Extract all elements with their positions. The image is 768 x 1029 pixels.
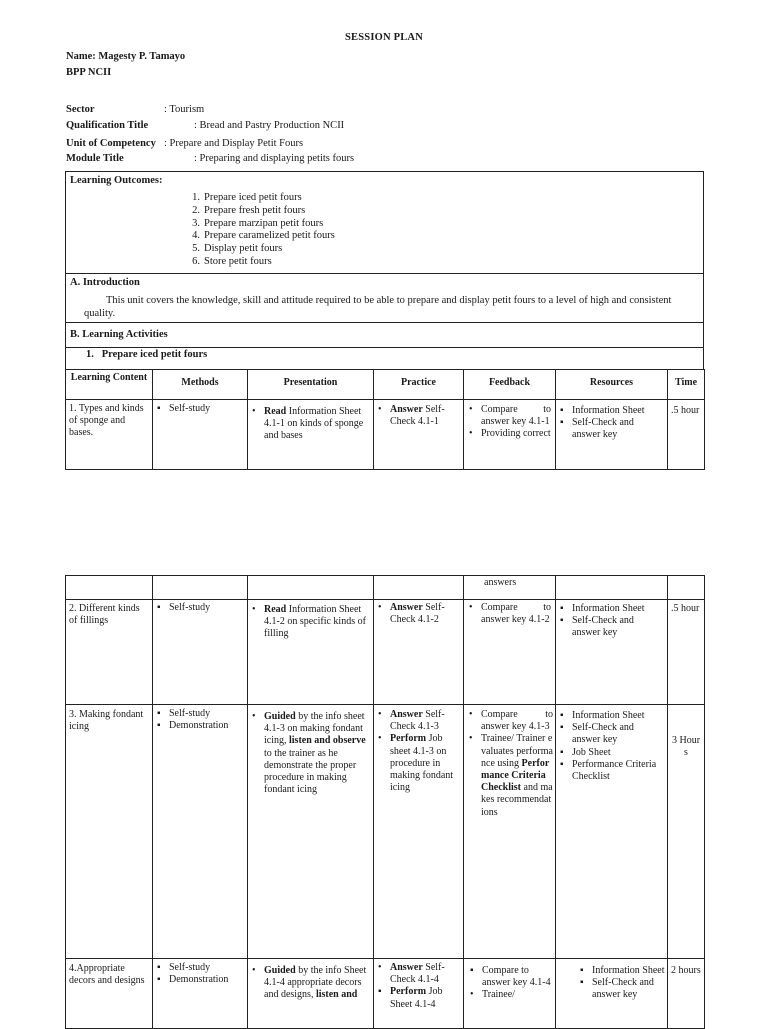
introduction-text-cont: quality. (84, 308, 116, 319)
cont-feedback: answers (484, 577, 517, 588)
col-header-content: Learning Content (70, 372, 148, 383)
list-item: 3. Prepare marzipan petit fours (192, 217, 324, 229)
row2-resources: ▪ Information Sheet ▪ Self-Check and answer key (560, 603, 664, 640)
row1-resources: ▪ Information Sheet ▪ Self-Check and answer key (560, 405, 664, 442)
row1-time: .5 hour (671, 405, 700, 416)
col-header-feedback: Feedback (488, 377, 531, 388)
row2-presentation: • Read Information Sheet 4.1-2 on specific kinds of filling (252, 604, 370, 641)
learning-activities-heading: B. Learning Activities (70, 329, 168, 340)
row2-content: 2. Different kinds of fillings (69, 603, 140, 627)
learning-outcomes-list (184, 192, 335, 269)
session-table-page2 (65, 575, 705, 1029)
row4-practice: • Answer Self-Check 4.1-4 ▪ Perform Job Sheet 4.1-4 (378, 962, 462, 1011)
row3-presentation: • Guided by the info sheet 4.1-3 on making fondant icing, listen and observe to the trainer as he demonstrate the proper procedure in making fondant icing (252, 711, 370, 796)
col-header-practice: Practice (401, 377, 436, 388)
unit-value: : Prepare and Display Petit Fours (164, 138, 304, 149)
sector-label: Sector (66, 104, 95, 115)
document-title: SESSION PLAN (345, 32, 423, 43)
row4-presentation: • Guided by the info Sheet 4.1-4 appropriate decors and designs, listen and (252, 965, 370, 1002)
row3-methods: ▪ Self-study ▪ Demonstration (157, 708, 245, 732)
activity-title: 1. Prepare iced petit fours (86, 349, 208, 360)
trainer-name: Name: Magesty P. Tamayo (66, 51, 186, 62)
col-header-time: Time (674, 377, 698, 388)
row4-feedback: ▪ Compare to answer key 4.1-4 • Trainee/ (470, 965, 554, 1002)
sector-value: : Tourism (164, 104, 205, 115)
module-label: Module Title (66, 153, 124, 164)
row3-resources: ▪ Information Sheet ▪ Self-Check and answer key ▪ Job Sheet ▪ Performance Criteria Checklist (560, 710, 664, 783)
row1-methods: ▪ Self-study (157, 403, 245, 415)
course-name: BPP NCII (66, 67, 112, 78)
row2-practice: • Answer Self-Check 4.1-2 (378, 602, 462, 626)
row3-content: 3. Making fondant icing (69, 709, 144, 733)
qualification-label: Qualification Title (66, 120, 149, 131)
row2-methods: ▪ Self-study (157, 602, 245, 614)
learning-outcomes-heading: Learning Outcomes: (70, 175, 163, 186)
row1-presentation: • Read Information Sheet 4.1-1 on kinds of sponge and bases (252, 406, 370, 443)
introduction-heading: A. Introduction (70, 277, 140, 288)
list-item: 5. Display petit fours (192, 243, 283, 255)
row2-time: .5 hour (671, 603, 700, 614)
list-item: 6. Store petit fours (192, 255, 272, 267)
row1-practice: • Answer Self-Check 4.1-1 (378, 404, 462, 428)
unit-label: Unit of Competency (66, 138, 156, 149)
row2-feedback: • Compare to answer key 4.1-2 (469, 602, 551, 626)
row4-time: 2 hours (671, 965, 701, 976)
col-header-presentation: Presentation (283, 377, 338, 388)
row3-practice: • Answer Self-Check 4.1-3 • Perform Job sheet 4.1-3 on procedure in making fondant icing (378, 709, 462, 794)
col-header-resources: Resources (589, 377, 634, 388)
row4-content: 4.Appropriate decors and designs (69, 963, 145, 987)
list-item: 4. Prepare caramelized petit fours (192, 230, 335, 242)
row4-resources: ▪ Information Sheet ▪ Self-Check and answer key (580, 965, 666, 1002)
list-item: 2. Prepare fresh petit fours (192, 204, 306, 216)
introduction-text: This unit covers the knowledge, skill and attitude required to be able to prepare and display petit fours to a level of high and consistent (106, 295, 672, 306)
row4-methods: ▪ Self-study ▪ Demonstration (157, 962, 245, 986)
list-item: 1. Prepare iced petit fours (192, 192, 302, 203)
module-value: : Preparing and displaying petits fours (194, 153, 355, 164)
qualification-value: : Bread and Pastry Production NCII (194, 120, 345, 131)
col-header-methods: Methods (181, 377, 219, 388)
row3-feedback: • Compare to answer key 4.1-3 • Trainee/ Trainer evaluates performance using Performance Criteria Checklist and makes recommendations (469, 709, 553, 819)
row3-time: 3 Hours (671, 735, 701, 759)
row1-content: 1. Types and kinds of sponge and bases. (69, 403, 144, 439)
row1-feedback: • Compare to answer key 4.1-1 • Providing correct (469, 404, 551, 441)
